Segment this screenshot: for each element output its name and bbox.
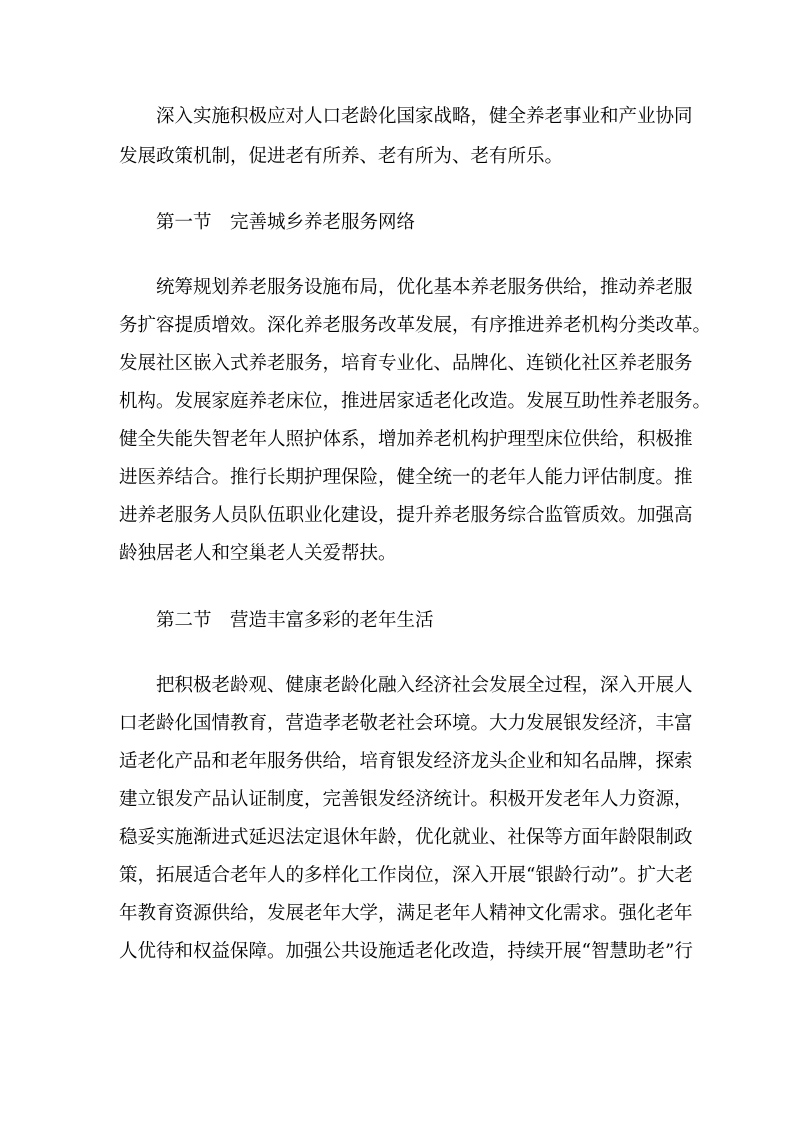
section-2-line-5: 稳妥实施渐进式延迟法定退休年龄，优化就业、社保等方面年龄限制政	[119, 827, 693, 848]
intro-line-2: 发展政策机制，促进老有所养、老有所为、老有所乐。	[119, 146, 564, 167]
section-2-line-7: 年教育资源供给，发展老年大学，满足老年人精神文化需求。强化老年	[119, 903, 693, 924]
section-2-line-2: 口老龄化国情教育，营造孝老敬老社会环境。大力发展银发经济，丰富	[119, 713, 693, 734]
intro-line-1: 深入实施积极应对人口老龄化国家战略，健全养老事业和产业协同	[156, 106, 693, 127]
section-1-line-6: 进医养结合。推行长期护理保险，健全统一的老年人能力评估制度。推	[119, 467, 693, 488]
section-1-line-4: 机构。发展家庭养老床位，推进居家适老化改造。发展互助性养老服务。	[119, 391, 712, 412]
section-1-line-7: 进养老服务人员队伍职业化建设，提升养老服务综合监管质效。加强高	[119, 505, 693, 526]
section-2-line-8: 人优待和权益保障。加强公共设施适老化改造，持续开展“智慧助老”行	[119, 941, 693, 962]
section-2-line-1: 把积极老龄观、健康老龄化融入经济社会发展全过程，深入开展人	[156, 675, 693, 696]
section-1-line-2: 务扩容提质增效。深化养老服务改革发展，有序推进养老机构分类改革。	[119, 315, 712, 336]
section-1-line-8: 龄独居老人和空巢老人关爱帮扶。	[119, 543, 397, 564]
section-2-heading: 第二节 营造丰富多彩的老年生活	[156, 610, 434, 631]
section-1-line-5: 健全失能失智老年人照护体系，增加养老机构护理型床位供给，积极推	[119, 429, 693, 450]
section-2-line-6: 策，拓展适合老年人的多样化工作岗位，深入开展“银龄行动”。扩大老	[119, 865, 693, 886]
section-1-heading: 第一节 完善城乡养老服务网络	[156, 212, 416, 233]
section-2-line-4: 建立银发产品认证制度，完善银发经济统计。积极开发老年人力资源，	[119, 789, 693, 810]
section-1-line-1: 统筹规划养老服务设施布局，优化基本养老服务供给，推动养老服	[156, 277, 693, 298]
section-1-line-3: 发展社区嵌入式养老服务，培育专业化、品牌化、连锁化社区养老服务	[119, 353, 693, 374]
section-2-line-3: 适老化产品和老年服务供给，培育银发经济龙头企业和知名品牌，探索	[119, 751, 693, 772]
